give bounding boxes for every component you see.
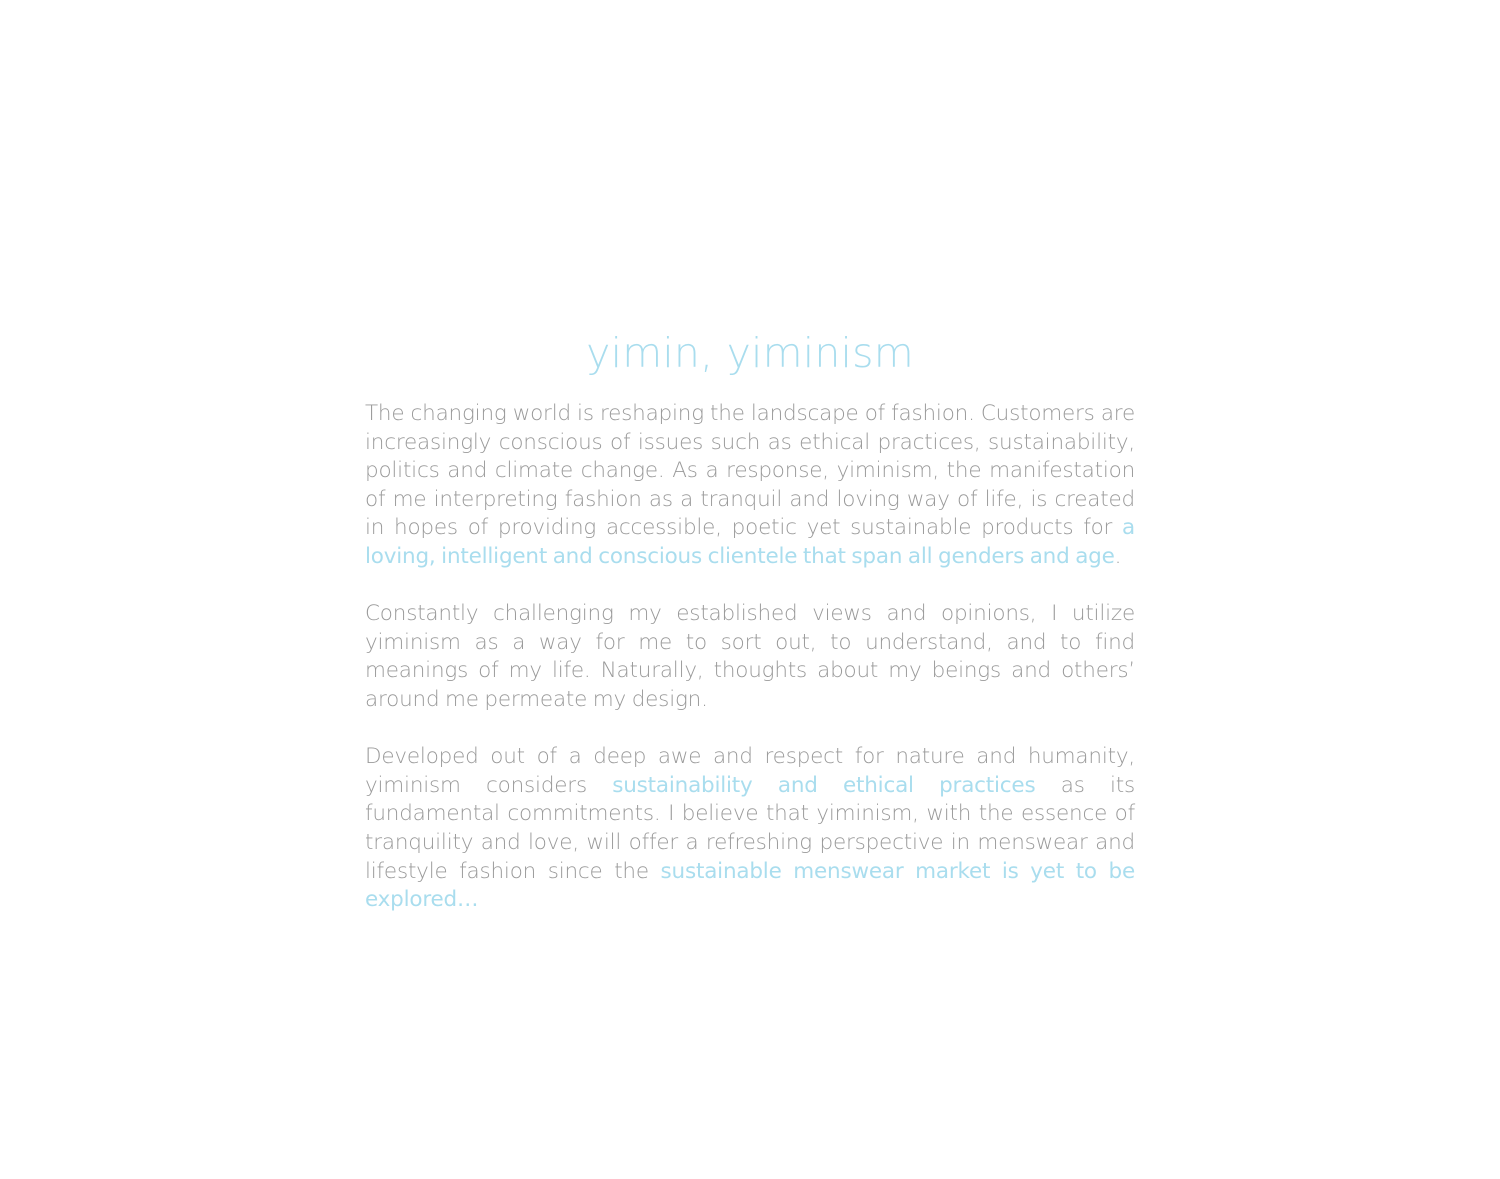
page-title: yimin, yiminism [586,329,914,377]
paragraph-text: Developed out of a deep awe and respect for nature and humanity, yiminism considers [365,744,1135,798]
highlight-sustainability: sustainability and ethical practices [612,772,1036,798]
paragraph-text: as its fundamental commitments. I believe that yiminism, with the essence of tranquility and love, will offer a refreshing perspective in menswear and lifestyle fashion since the [365,772,1136,884]
highlight-market: sustainable menswear market is yet to be explored… [365,858,1136,913]
paragraph-commitments [365,743,1135,915]
paragraph-text: The changing world is reshaping the landscape of fashion. Customers are increasingly conscious of issues such as ethical practices, sustainability, politics and climate change. As a response, yiminism, the manifestation of me interpreting fashion as a tranquil and loving way of life, is created in hopes of providing accessible, poetic yet sustainable products for [365,401,1135,541]
paragraph-text: . [1114,543,1122,569]
highlight-clientele: a loving, intelligent and conscious clientele that span all genders and age [365,515,1135,569]
paragraph-intro [365,400,1135,572]
text-page [365,328,1135,915]
paragraph-purpose [365,600,1135,714]
paragraph-text: Constantly challenging my established views and opinions, I utilize yiminism as a way for me to sort out, to understand, and to find meanings of my life. Naturally, thoughts about my beings and others’ around me permeate my design. [365,601,1135,712]
